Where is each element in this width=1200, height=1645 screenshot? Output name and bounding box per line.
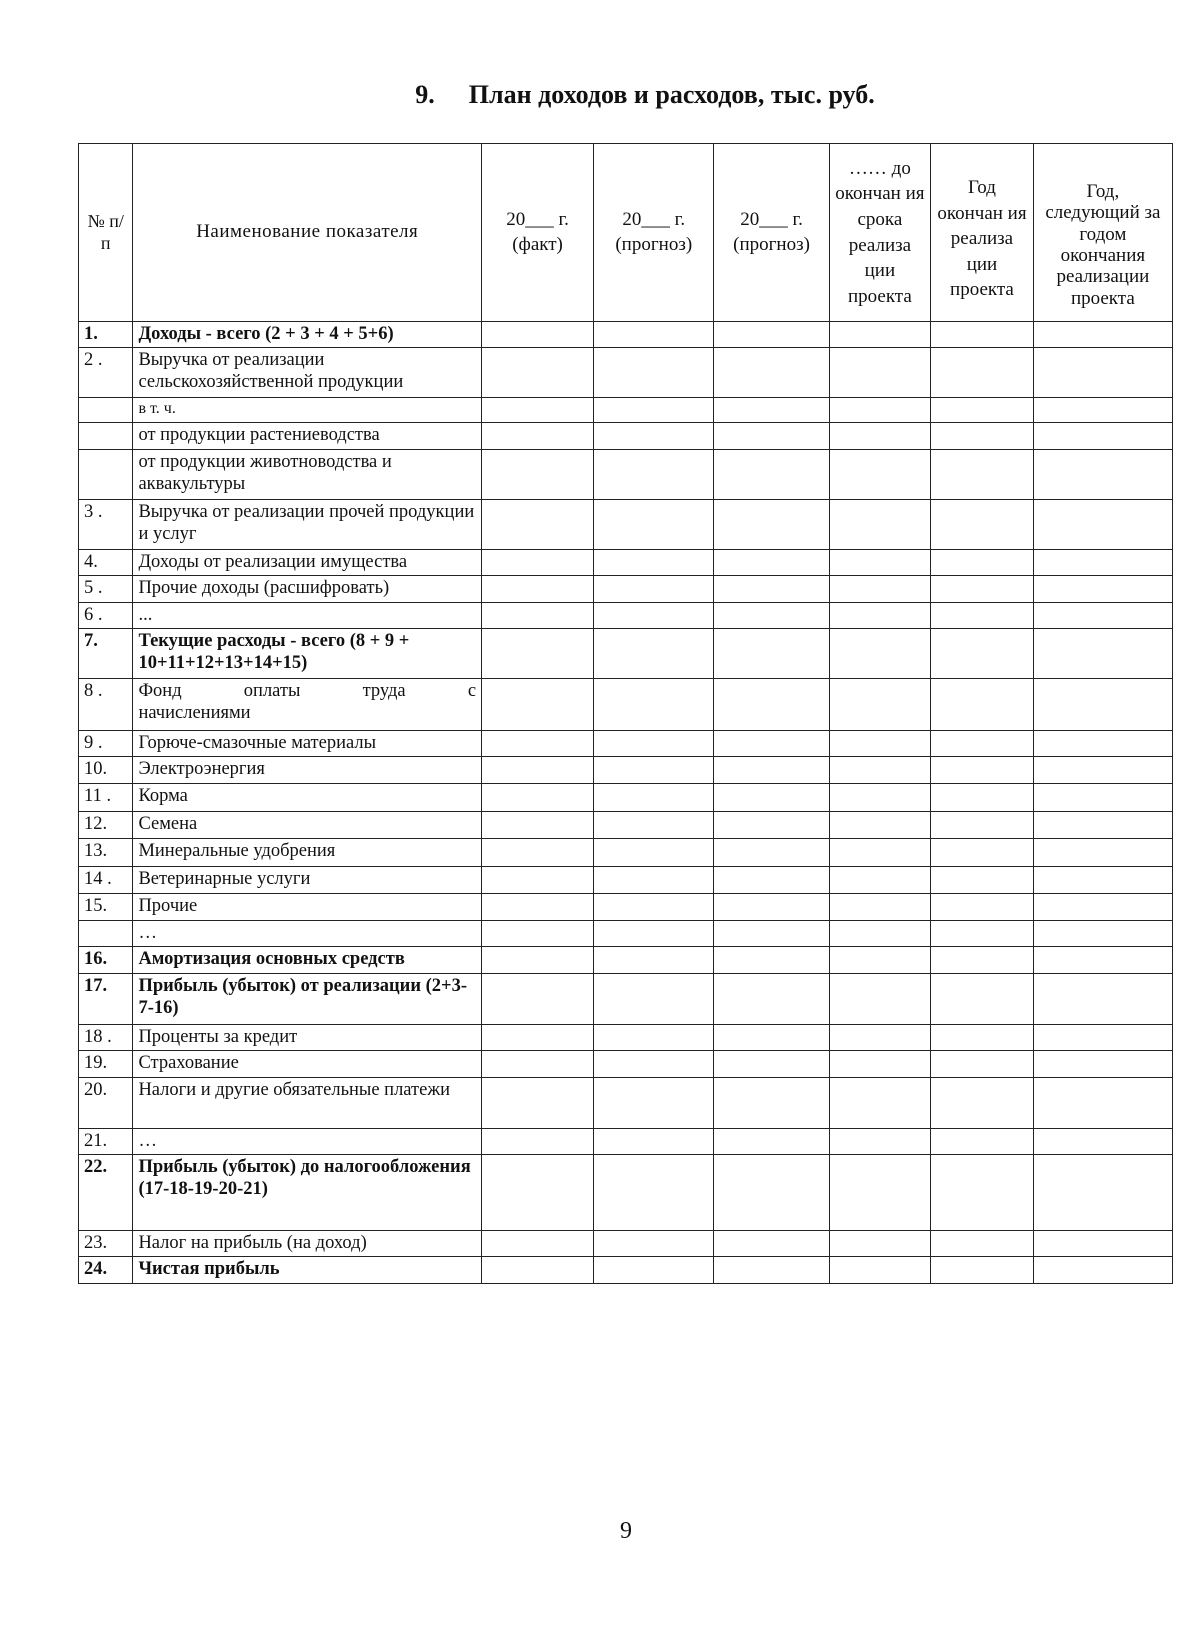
row-name: Налоги и другие обязательные платежи — [133, 1078, 482, 1129]
row-num: 10. — [79, 757, 133, 784]
row-name: Страхование — [133, 1051, 482, 1078]
row-num — [79, 398, 133, 423]
cell[interactable] — [829, 603, 931, 629]
header-until-end: …… до окончан ия срока реализа ции проекта — [829, 144, 931, 322]
cell[interactable] — [1033, 1025, 1172, 1051]
row-name: Выручка от реализации сельскохозяйственной продукции — [133, 348, 482, 398]
cell[interactable] — [829, 921, 931, 947]
cell[interactable] — [594, 731, 714, 757]
row-num — [79, 423, 133, 450]
header-year-3: 20___ г. (прогноз) — [714, 144, 829, 322]
cell[interactable] — [1033, 974, 1172, 1025]
income-expense-table — [78, 143, 1173, 1284]
cell[interactable] — [482, 839, 594, 867]
cell[interactable] — [829, 974, 931, 1025]
cell[interactable] — [482, 398, 594, 423]
row-num — [79, 450, 133, 500]
cell[interactable] — [931, 679, 1034, 731]
cell[interactable] — [1033, 867, 1172, 894]
cell[interactable] — [594, 423, 714, 450]
cell[interactable] — [714, 1155, 829, 1231]
cell[interactable] — [714, 812, 829, 839]
cell[interactable] — [594, 757, 714, 784]
cell[interactable] — [482, 450, 594, 500]
cell[interactable] — [594, 812, 714, 839]
cell[interactable] — [829, 1129, 931, 1155]
cell[interactable] — [594, 348, 714, 398]
cell[interactable] — [594, 921, 714, 947]
row-name: Налог на прибыль (на доход) — [133, 1231, 482, 1257]
cell[interactable] — [482, 500, 594, 550]
row-name: в т. ч. — [133, 398, 482, 423]
cell[interactable] — [829, 576, 931, 603]
cell[interactable] — [931, 576, 1034, 603]
row-name-line-1: Фонд оплаты труда с — [138, 681, 477, 701]
row-num: 16. — [79, 947, 133, 974]
cell[interactable] — [594, 947, 714, 974]
row-name: Прибыль (убыток) от реализации (2+3-7-16) — [133, 974, 482, 1025]
row-num: 24. — [79, 1257, 133, 1284]
cell[interactable] — [931, 500, 1034, 550]
cell[interactable] — [931, 450, 1034, 500]
header-year-2: 20___ г. (прогноз) — [594, 144, 714, 322]
cell[interactable] — [1033, 1257, 1172, 1284]
cell[interactable] — [482, 757, 594, 784]
cell[interactable] — [482, 322, 594, 348]
table-row — [79, 1025, 1173, 1051]
cell[interactable] — [931, 348, 1034, 398]
cell[interactable] — [482, 1129, 594, 1155]
cell[interactable] — [482, 784, 594, 812]
cell[interactable] — [594, 450, 714, 500]
cell[interactable] — [594, 322, 714, 348]
cell[interactable] — [829, 679, 931, 731]
cell[interactable] — [931, 550, 1034, 576]
cell[interactable] — [714, 450, 829, 500]
section-title: План доходов и расходов, тыс. руб. — [468, 80, 875, 109]
table-row — [79, 839, 1173, 867]
header-name: Наименование показателя — [133, 144, 482, 322]
row-name: Доходы - всего (2 + 3 + 4 + 5+6) — [133, 322, 482, 348]
row-num: 15. — [79, 894, 133, 921]
cell[interactable] — [482, 423, 594, 450]
row-num: 4. — [79, 550, 133, 576]
cell[interactable] — [931, 423, 1034, 450]
cell[interactable] — [829, 629, 931, 679]
table-row — [79, 1155, 1173, 1231]
cell[interactable] — [714, 784, 829, 812]
cell[interactable] — [829, 812, 931, 839]
cell[interactable] — [1033, 576, 1172, 603]
cell[interactable] — [829, 947, 931, 974]
row-num: 13. — [79, 839, 133, 867]
cell[interactable] — [482, 731, 594, 757]
cell[interactable] — [1033, 812, 1172, 839]
row-num: 21. — [79, 1129, 133, 1155]
table-row — [79, 423, 1173, 450]
row-num: 12. — [79, 812, 133, 839]
cell[interactable] — [829, 450, 931, 500]
cell[interactable] — [931, 1051, 1034, 1078]
cell[interactable] — [482, 947, 594, 974]
cell[interactable] — [482, 679, 594, 731]
row-name — [133, 679, 482, 731]
cell[interactable] — [594, 603, 714, 629]
cell[interactable] — [931, 947, 1034, 974]
cell[interactable] — [931, 1025, 1034, 1051]
cell[interactable] — [931, 1078, 1034, 1129]
cell[interactable] — [714, 500, 829, 550]
cell[interactable] — [931, 1155, 1034, 1231]
table-row — [79, 1231, 1173, 1257]
table-row — [79, 322, 1173, 348]
cell[interactable] — [931, 629, 1034, 679]
cell[interactable] — [594, 1051, 714, 1078]
cell[interactable] — [829, 423, 931, 450]
cell[interactable] — [829, 1078, 931, 1129]
cell[interactable] — [829, 322, 931, 348]
row-num: 17. — [79, 974, 133, 1025]
cell[interactable] — [482, 1231, 594, 1257]
header-year-1: 20___ г. (факт) — [482, 144, 594, 322]
cell[interactable] — [482, 974, 594, 1025]
cell[interactable] — [714, 921, 829, 947]
cell[interactable] — [1033, 322, 1172, 348]
cell[interactable] — [482, 894, 594, 921]
cell[interactable] — [714, 1051, 829, 1078]
cell[interactable] — [594, 1257, 714, 1284]
table-row — [79, 1257, 1173, 1284]
row-name: Амортизация основных средств — [133, 947, 482, 974]
cell[interactable] — [1033, 731, 1172, 757]
cell[interactable] — [829, 1231, 931, 1257]
cell[interactable] — [714, 757, 829, 784]
cell[interactable] — [714, 398, 829, 423]
cell[interactable] — [482, 812, 594, 839]
table-row — [79, 784, 1173, 812]
table-row — [79, 679, 1173, 731]
cell[interactable] — [594, 398, 714, 423]
cell[interactable] — [482, 603, 594, 629]
cell[interactable] — [714, 947, 829, 974]
cell[interactable] — [594, 839, 714, 867]
table-row — [79, 629, 1173, 679]
row-num: 9 . — [79, 731, 133, 757]
cell[interactable] — [931, 1257, 1034, 1284]
cell[interactable] — [594, 1231, 714, 1257]
cell[interactable] — [714, 839, 829, 867]
cell[interactable] — [931, 731, 1034, 757]
cell[interactable] — [1033, 894, 1172, 921]
cell[interactable] — [1033, 398, 1172, 423]
table-row — [79, 757, 1173, 784]
row-name: от продукции животноводства и аквакультуры — [133, 450, 482, 500]
row-name: Электроэнергия — [133, 757, 482, 784]
cell[interactable] — [829, 500, 931, 550]
cell[interactable] — [594, 974, 714, 1025]
cell[interactable] — [594, 1155, 714, 1231]
cell[interactable] — [594, 1129, 714, 1155]
cell[interactable] — [594, 550, 714, 576]
cell[interactable] — [829, 1051, 931, 1078]
cell[interactable] — [1033, 839, 1172, 867]
cell[interactable] — [1033, 784, 1172, 812]
row-name: Семена — [133, 812, 482, 839]
table-header-row — [79, 144, 1173, 322]
cell[interactable] — [714, 1129, 829, 1155]
cell[interactable] — [1033, 629, 1172, 679]
row-num: 22. — [79, 1155, 133, 1231]
cell[interactable] — [482, 1155, 594, 1231]
cell[interactable] — [714, 423, 829, 450]
cell[interactable] — [931, 921, 1034, 947]
row-num — [79, 921, 133, 947]
cell[interactable] — [1033, 603, 1172, 629]
cell[interactable] — [1033, 1231, 1172, 1257]
table-row — [79, 603, 1173, 629]
cell[interactable] — [594, 894, 714, 921]
cell[interactable] — [931, 812, 1034, 839]
cell[interactable] — [1033, 1078, 1172, 1129]
cell[interactable] — [482, 1051, 594, 1078]
page-number: 9 — [620, 1518, 632, 1544]
cell[interactable] — [1033, 550, 1172, 576]
row-num: 23. — [79, 1231, 133, 1257]
cell[interactable] — [931, 839, 1034, 867]
row-num: 20. — [79, 1078, 133, 1129]
cell[interactable] — [594, 629, 714, 679]
cell[interactable] — [594, 784, 714, 812]
table-row — [79, 450, 1173, 500]
cell[interactable] — [931, 1129, 1034, 1155]
cell[interactable] — [829, 550, 931, 576]
cell[interactable] — [829, 1257, 931, 1284]
cell[interactable] — [829, 1155, 931, 1231]
cell[interactable] — [714, 348, 829, 398]
cell[interactable] — [594, 867, 714, 894]
page-title — [0, 80, 1200, 110]
cell[interactable] — [482, 867, 594, 894]
row-name: … — [133, 921, 482, 947]
cell[interactable] — [482, 1078, 594, 1129]
cell[interactable] — [714, 679, 829, 731]
cell[interactable] — [482, 550, 594, 576]
row-num: 1. — [79, 322, 133, 348]
row-num: 19. — [79, 1051, 133, 1078]
cell[interactable] — [1033, 1155, 1172, 1231]
row-name: Прочие — [133, 894, 482, 921]
table-row — [79, 1078, 1173, 1129]
cell[interactable] — [714, 731, 829, 757]
cell[interactable] — [1033, 500, 1172, 550]
row-num: 7. — [79, 629, 133, 679]
row-name: … — [133, 1129, 482, 1155]
row-num: 18 . — [79, 1025, 133, 1051]
row-num: 6 . — [79, 603, 133, 629]
cell[interactable] — [714, 629, 829, 679]
cell[interactable] — [714, 894, 829, 921]
table-row — [79, 974, 1173, 1025]
row-name: Текущие расходы - всего (8 + 9 + 10+11+12+13+14+15) — [133, 629, 482, 679]
cell[interactable] — [829, 731, 931, 757]
cell[interactable] — [714, 1231, 829, 1257]
row-name: Проценты за кредит — [133, 1025, 482, 1051]
cell[interactable] — [482, 629, 594, 679]
cell[interactable] — [714, 1257, 829, 1284]
cell[interactable] — [931, 322, 1034, 348]
cell[interactable] — [829, 867, 931, 894]
table-row — [79, 1051, 1173, 1078]
header-next-year: Год, следующий за годом окончания реализации проекта — [1033, 144, 1172, 322]
cell[interactable] — [1033, 947, 1172, 974]
cell[interactable] — [931, 784, 1034, 812]
row-num: 3 . — [79, 500, 133, 550]
table-row — [79, 550, 1173, 576]
header-num: № п/п — [79, 144, 133, 322]
table-row — [79, 894, 1173, 921]
row-name: Корма — [133, 784, 482, 812]
table-row — [79, 398, 1173, 423]
cell[interactable] — [714, 974, 829, 1025]
row-name: Доходы от реализации имущества — [133, 550, 482, 576]
row-name: от продукции растениеводства — [133, 423, 482, 450]
cell[interactable] — [1033, 1051, 1172, 1078]
cell[interactable] — [594, 500, 714, 550]
row-name: ... — [133, 603, 482, 629]
row-name: Горюче-смазочные материалы — [133, 731, 482, 757]
cell[interactable] — [829, 839, 931, 867]
cell[interactable] — [714, 1078, 829, 1129]
table-row — [79, 731, 1173, 757]
row-name: Чистая прибыль — [133, 1257, 482, 1284]
cell[interactable] — [1033, 921, 1172, 947]
table-row — [79, 1129, 1173, 1155]
cell[interactable] — [482, 921, 594, 947]
header-end-year: Год окончан ия реализа ции проекта — [931, 144, 1034, 322]
cell[interactable] — [829, 348, 931, 398]
cell[interactable] — [594, 1078, 714, 1129]
cell[interactable] — [594, 1025, 714, 1051]
cell[interactable] — [1033, 757, 1172, 784]
row-num: 14 . — [79, 867, 133, 894]
cell[interactable] — [482, 1025, 594, 1051]
table-row — [79, 500, 1173, 550]
cell[interactable] — [1033, 1129, 1172, 1155]
cell[interactable] — [931, 757, 1034, 784]
cell[interactable] — [829, 894, 931, 921]
cell[interactable] — [714, 603, 829, 629]
table-row — [79, 947, 1173, 974]
cell[interactable] — [482, 1257, 594, 1284]
cell[interactable] — [1033, 423, 1172, 450]
table-row — [79, 921, 1173, 947]
cell[interactable] — [1033, 450, 1172, 500]
cell[interactable] — [931, 974, 1034, 1025]
row-name: Выручка от реализации прочей продукции и услуг — [133, 500, 482, 550]
row-num: 2 . — [79, 348, 133, 398]
table-row — [79, 348, 1173, 398]
cell[interactable] — [829, 757, 931, 784]
row-name-line-2: начислениями — [138, 703, 251, 724]
cell[interactable] — [1033, 679, 1172, 731]
row-name: Прибыль (убыток) до налогообложения (17-18-19-20-21) — [133, 1155, 482, 1231]
row-name: Прочие доходы (расшифровать) — [133, 576, 482, 603]
cell[interactable] — [594, 576, 714, 603]
cell[interactable] — [482, 576, 594, 603]
table-row — [79, 812, 1173, 839]
cell[interactable] — [931, 398, 1034, 423]
cell[interactable] — [931, 894, 1034, 921]
cell[interactable] — [482, 348, 594, 398]
section-number: 9. — [415, 80, 435, 109]
cell[interactable] — [594, 679, 714, 731]
table-row — [79, 867, 1173, 894]
cell[interactable] — [714, 550, 829, 576]
cell[interactable] — [714, 576, 829, 603]
row-num: 11 . — [79, 784, 133, 812]
cell[interactable] — [829, 784, 931, 812]
row-num: 8 . — [79, 679, 133, 731]
cell[interactable] — [931, 603, 1034, 629]
cell[interactable] — [931, 867, 1034, 894]
row-name: Ветеринарные услуги — [133, 867, 482, 894]
cell[interactable] — [829, 1025, 931, 1051]
row-name: Минеральные удобрения — [133, 839, 482, 867]
cell[interactable] — [829, 398, 931, 423]
cell[interactable] — [1033, 348, 1172, 398]
table-row — [79, 576, 1173, 603]
cell[interactable] — [714, 1025, 829, 1051]
cell[interactable] — [931, 1231, 1034, 1257]
row-num: 5 . — [79, 576, 133, 603]
cell[interactable] — [714, 867, 829, 894]
cell[interactable] — [714, 322, 829, 348]
